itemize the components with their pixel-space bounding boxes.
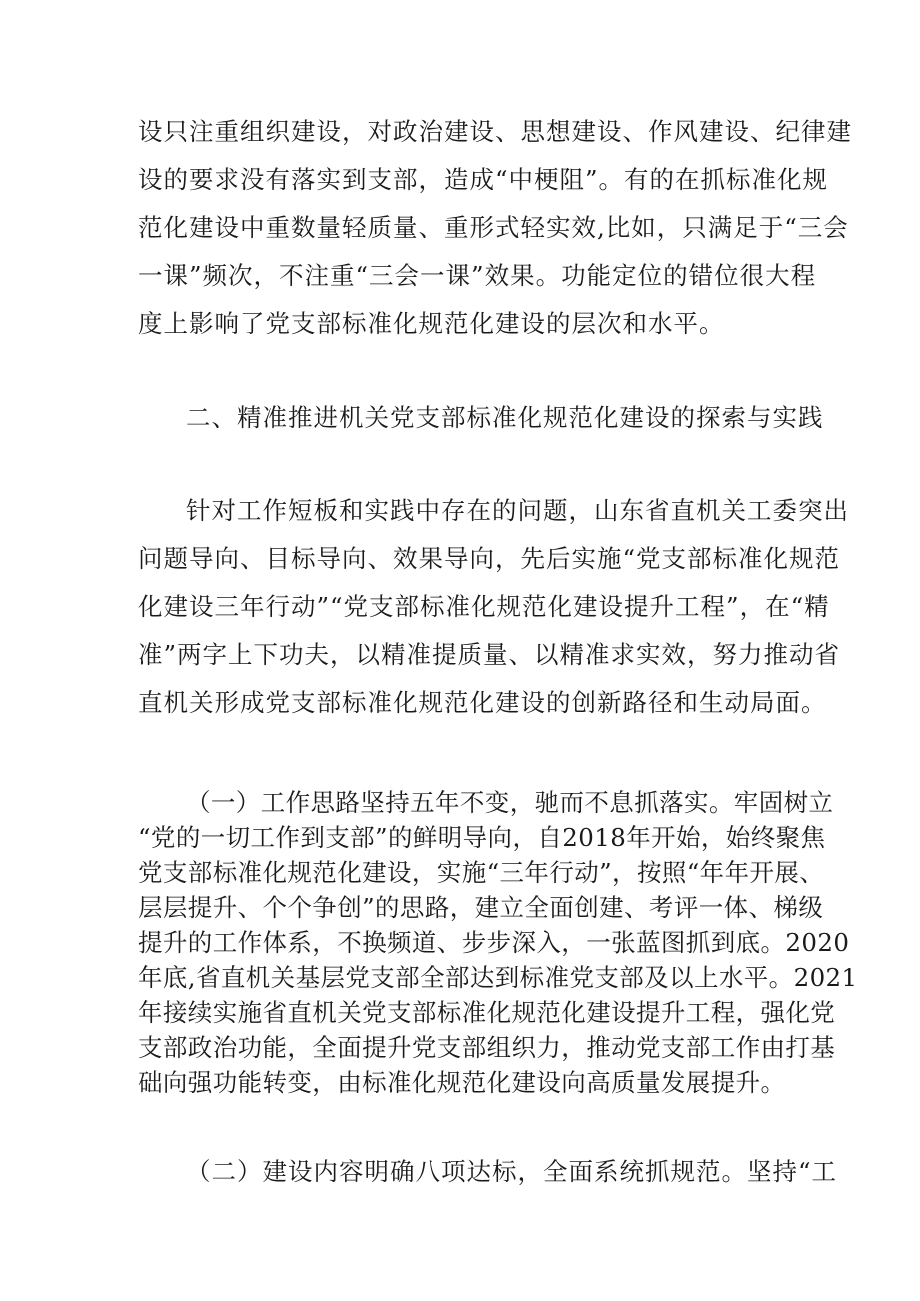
- paragraph-line: 范化建设中重数量轻质量、重形式轻实效,比如，只满足于“三会: [138, 213, 849, 242]
- paragraph-line: 问题导向、目标导向、效果导向，先后实施“党支部标准化规范: [138, 544, 841, 573]
- section-heading: 二、精准推进机关党支部标准化规范化建设的探索与实践: [186, 403, 824, 432]
- paragraph-line: 准”两字上下功夫，以精准提质量、以精准求实效，努力推动省: [138, 640, 841, 669]
- paragraph-line: 一课”频次，不注重“三会一课”效果。功能定位的错位很大程: [138, 261, 817, 290]
- paragraph-line: 党支部标准化规范化建设，实施“三年行动”，按照“年年开展、: [138, 858, 825, 887]
- paragraph-line: 年底,省直机关基层党支部全部达到标准党支部及以上水平。2021: [138, 963, 858, 992]
- paragraph-line: 层层提升、个个争创”的思路，建立全面创建、考评一体、梯级: [138, 893, 824, 922]
- paragraph-line: （一）工作思路坚持五年不变，驰而不息抓落实。牢固树立: [186, 788, 834, 817]
- paragraph-line: 设只注重组织建设，对政治建设、思想建设、作风建设、纪律建: [138, 117, 852, 146]
- paragraph-line: 直机关形成党支部标准化规范化建设的创新路径和生动局面。: [138, 688, 827, 717]
- paragraph-line: 设的要求没有落实到支部，造成“中梗阻”。有的在抓标准化规: [138, 165, 829, 194]
- paragraph-line: 提升的工作体系，不换频道、步步深入，一张蓝图抓到底。2020: [138, 928, 850, 957]
- paragraph-line: 础向强功能转变，由标准化规范化建设向高质量发展提升。: [138, 1068, 786, 1097]
- paragraph-line: 支部政治功能，全面提升党支部组织力，推动党支部工作由打基: [138, 1033, 836, 1062]
- paragraph-line: （二）建设内容明确八项达标，全面系统抓规范。坚持“工: [186, 1157, 838, 1186]
- paragraph-line: 化建设三年行动”“党支部标准化规范化建设提升工程”，在“精: [138, 592, 830, 621]
- paragraph-line: “党的一切工作到支部”的鲜明导向，自2018年开始，始终聚焦: [138, 823, 826, 852]
- paragraph-line: 度上影响了党支部标准化规范化建设的层次和水平。: [138, 309, 725, 338]
- paragraph-line: 年接续实施省直机关党支部标准化规范化建设提升工程，强化党: [138, 998, 836, 1027]
- paragraph-line: 针对工作短板和实践中存在的问题，山东省直机关工委突出: [186, 496, 849, 525]
